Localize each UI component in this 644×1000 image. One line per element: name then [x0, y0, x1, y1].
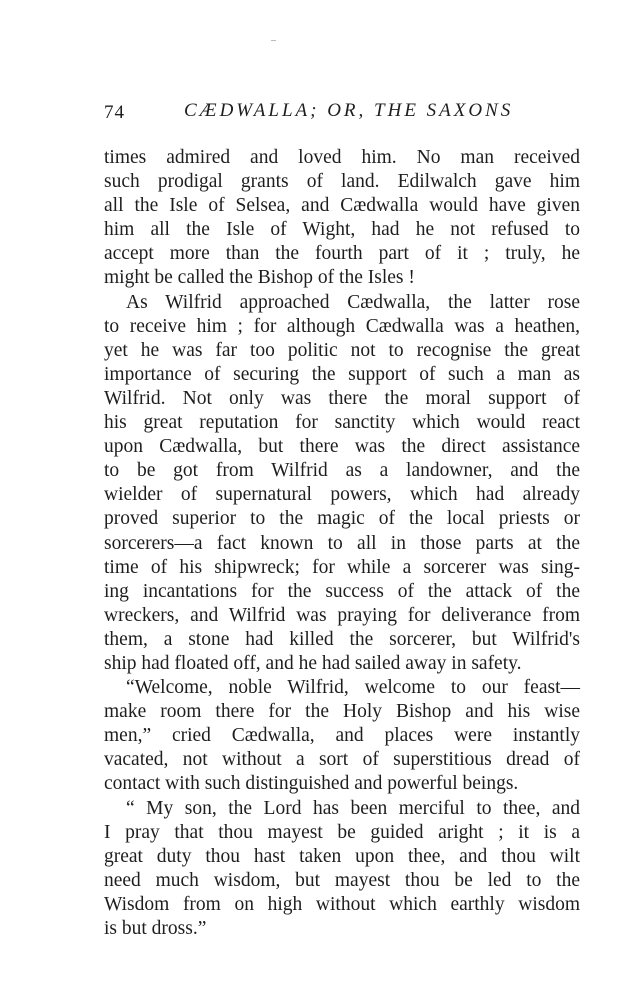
text-line: men,” cried Cædwalla, and places were instantly [104, 725, 580, 747]
text-line: ing incantations for the success of the attack of the [104, 580, 580, 602]
text-line: all the Isle of Selsea, and Cædwalla would have given [104, 195, 580, 217]
text-line: his great reputation for sanctity which would react [104, 412, 580, 434]
text-line: upon Cædwalla, but there was the direct assistance [104, 436, 580, 458]
text-line: ship had floated off, and he had sailed away in safety. [104, 652, 522, 674]
text-line: need much wisdom, but mayest thou be led to the [104, 869, 580, 891]
text-line: yet he was far too politic not to recognise the great [104, 339, 580, 361]
text-line: wreckers, and Wilfrid was praying for deliverance from [104, 604, 580, 626]
text-line: great duty thou hast taken upon thee, and thou wilt [104, 845, 580, 867]
text-line: such prodigal grants of land. Edilwalch gave him [104, 171, 580, 193]
text-line: sorcerers—a fact known to all in those parts at the [104, 532, 580, 554]
text-line: them, a stone had killed the sorcerer, but Wilfrid's [104, 628, 580, 650]
body-text [104, 146, 580, 941]
text-line: I pray that thou mayest be guided aright ; it is a [104, 821, 580, 843]
page-number: 74 [104, 102, 125, 123]
text-line: to be got from Wilfrid as a landowner, and the [104, 460, 580, 482]
running-title: CÆDWALLA; OR, THE SAXONS [184, 100, 514, 121]
text-line: Wilfrid. Not only was there the moral support of [104, 387, 580, 409]
text-line: time of his shipwreck; for while a sorcerer was sing- [104, 556, 580, 578]
scan-mark [271, 40, 276, 41]
text-line: Wisdom from on high without which earthly wisdom [104, 893, 580, 915]
text-line: proved superior to the magic of the local priests or [104, 508, 580, 530]
text-line: importance of securing the support of such a man as [104, 363, 580, 385]
page-header [104, 100, 582, 128]
text-line: “ My son, the Lord has been merciful to thee, and [126, 797, 580, 819]
text-line: accept more than the fourth part of it ; truly, he [104, 243, 580, 265]
text-line: to receive him ; for although Cædwalla was a heathen, [104, 315, 580, 337]
text-line: vacated, not without a sort of superstitious dread of [104, 749, 580, 771]
text-line: make room there for the Holy Bishop and his wise [104, 701, 580, 723]
text-line: him all the Isle of Wight, had he not refused to [104, 219, 580, 241]
text-line: As Wilfrid approached Cædwalla, the latter rose [126, 291, 580, 313]
text-line: wielder of supernatural powers, which had already [104, 484, 580, 506]
text-line: times admired and loved him. No man received [104, 147, 580, 168]
text-line: “Welcome, noble Wilfrid, welcome to our feast— [126, 677, 580, 699]
text-line: is but dross.” [104, 918, 207, 939]
text-line: contact with such distinguished and powerful beings. [104, 773, 519, 795]
text-line: might be called the Bishop of the Isles ! [104, 267, 415, 289]
